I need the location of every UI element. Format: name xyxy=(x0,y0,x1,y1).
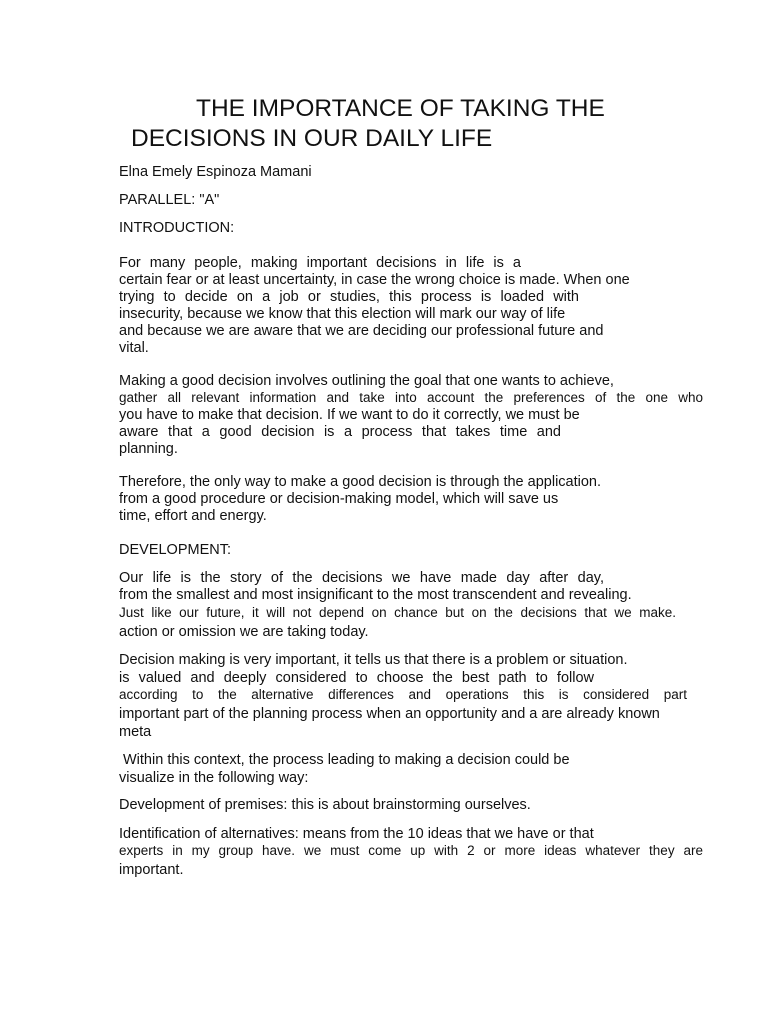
text-line: planning. xyxy=(119,441,178,457)
text-line: experts in my group have. we must come up with 2 or more ideas whatever they are xyxy=(119,843,703,858)
text-line: Within this context, the process leading to making a decision could be xyxy=(123,752,570,768)
text-line: Making a good decision involves outlining the goal that one wants to achieve, xyxy=(119,373,614,389)
text-line: Decision making is very important, it tells us that there is a problem or situation. xyxy=(119,652,628,668)
text-line: gather all relevant information and take into account the preferences of the one who xyxy=(119,390,703,405)
text-line: vital. xyxy=(119,340,149,356)
document-title-line-2: DECISIONS IN OUR DAILY LIFE xyxy=(131,125,493,152)
text-line: certain fear or at least uncertainty, in case the wrong choice is made. When one xyxy=(119,272,630,288)
text-line: Therefore, the only way to make a good decision is through the application. xyxy=(119,474,602,490)
document-title-line-1: THE IMPORTANCE OF TAKING THE xyxy=(196,95,605,122)
text-line: from a good procedure or decision-making model, which will save us xyxy=(119,491,559,507)
text-line: important. xyxy=(119,862,184,878)
text-line: according to the alternative differences and operations this is considered part xyxy=(119,687,687,702)
parallel-label: PARALLEL: "A" xyxy=(119,192,220,208)
development-heading: DEVELOPMENT: xyxy=(119,542,231,558)
introduction-heading: INTRODUCTION: xyxy=(119,220,235,236)
text-line: and because we are aware that we are deciding our professional future and xyxy=(119,323,604,339)
text-line: trying to decide on a job or studies, this process is loaded with xyxy=(119,289,579,305)
text-line: insecurity, because we know that this election will mark our way of life xyxy=(119,306,566,322)
text-line: you have to make that decision. If we want to do it correctly, we must be xyxy=(119,407,580,423)
text-line: time, effort and energy. xyxy=(119,508,267,524)
text-line: is valued and deeply considered to choose the best path to follow xyxy=(119,670,594,686)
text-line: important part of the planning process when an opportunity and a are already known xyxy=(119,706,660,722)
text-line: Development of premises: this is about brainstorming ourselves. xyxy=(119,797,531,813)
text-line: from the smallest and most insignificant to the most transcendent and revealing. xyxy=(119,587,632,603)
text-line: Our life is the story of the decisions we have made day after day, xyxy=(119,570,604,586)
text-line: Identification of alternatives: means from the 10 ideas that we have or that xyxy=(119,826,594,842)
text-line: aware that a good decision is a process that takes time and xyxy=(119,424,561,440)
text-line: meta xyxy=(119,724,152,740)
text-line: For many people, making important decisions in life is a xyxy=(119,255,521,271)
text-line: Just like our future, it will not depend on chance but on the decisions that we make. xyxy=(119,605,676,620)
text-line: action or omission we are taking today. xyxy=(119,624,369,640)
text-line: visualize in the following way: xyxy=(119,770,309,786)
author-name: Elna Emely Espinoza Mamani xyxy=(119,164,312,180)
